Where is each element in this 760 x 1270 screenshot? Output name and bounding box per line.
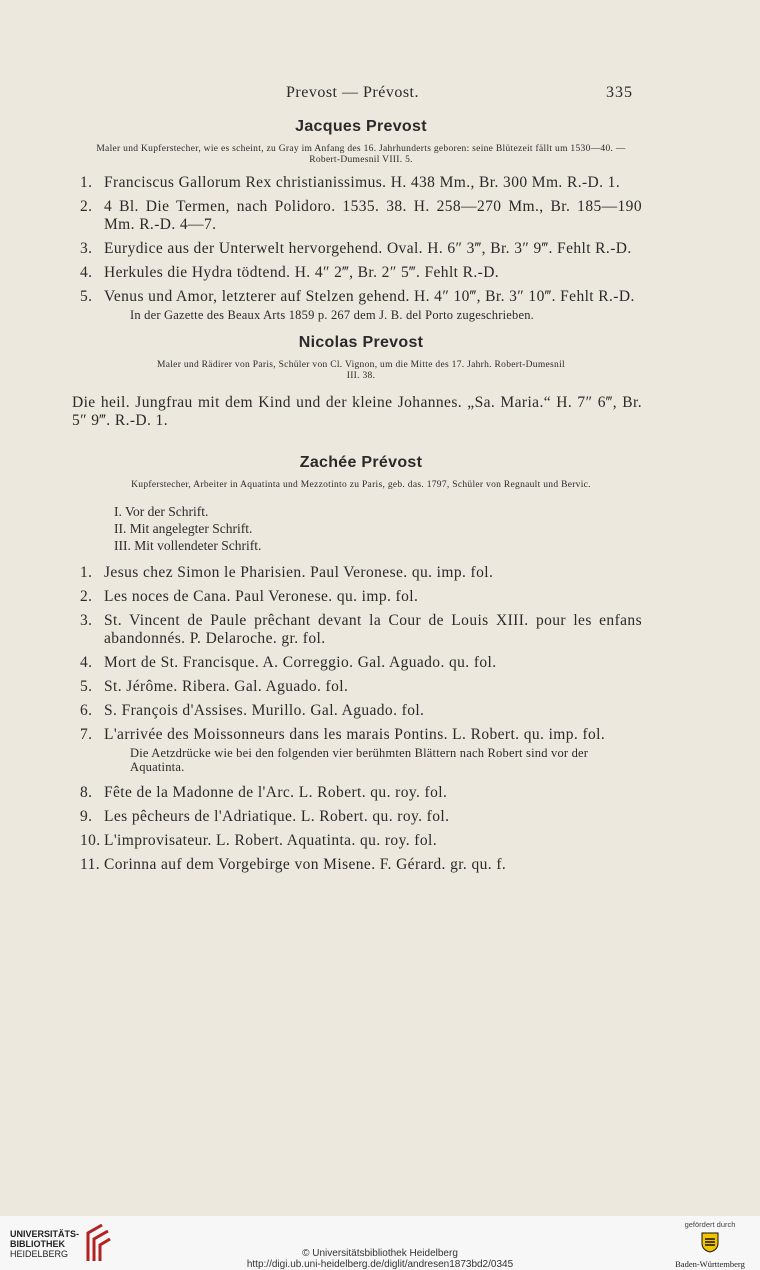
logo-line: BIBLIOTHEK [10,1239,65,1249]
catalog-entry: 3. Eurydice aus der Unterwelt hervorgehend. Oval. H. 6″ 3‴, Br. 3″ 9‴. Fehlt R.-D. [80,240,632,257]
funder-name: Baden-Württemberg [675,1259,745,1269]
university-library-logo[interactable] [10,1229,120,1265]
coat-of-arms-icon [700,1231,720,1253]
section-bio-jacques: Maler und Kupferstecher, wie es scheint, zu Gray im Anfang des 16. Jahrhunderts geboren: seine Blütezeit fällt um 1530—40. — Robert-Dumesnil VIII. 5. [96,144,626,165]
state-item: III. Mit vollendeter Schrift. [114,538,262,553]
page-content [72,116,642,880]
permalink[interactable]: http://digi.ub.uni-heidelberg.de/diglit/andresen1873bd2/0345 [246,1259,514,1270]
section-heading-jacques: Jacques Prevost [295,118,427,135]
logo-line: UNIVERSITÄTS- [10,1229,80,1239]
catalog-entry: 7. L'arrivée des Moissonneurs dans les marais Pontins. L. Robert. qu. imp. fol. [80,726,606,743]
section-bio-zachee: Kupferstecher, Arbeiter in Aquatinta und Mezzotinto zu Paris, geb. das. 1797, Schüler von Regnault und Bervic. [131,480,591,490]
running-head-title: Prevost — Prévost. [286,84,419,101]
logo-line: HEIDELBERG [10,1249,69,1259]
funder-logo[interactable] [664,1220,756,1268]
catalog-entry: 3. St. Vincent de Paule prêchant devant la Cour de Louis XIII. pour les enfans abandonnés. P. Delaroche. gr. fol. [80,612,642,647]
catalog-entry: 1. Jesus chez Simon le Pharisien. Paul Veronese. qu. imp. fol. [80,564,494,581]
copyright-text: © Universitätsbibliothek Heidelberg [302,1248,458,1259]
catalog-entry: 1. Franciscus Gallorum Rex christianissimus. H. 438 Mm., Br. 300 Mm. R.-D. 1. [80,174,621,191]
section-bio-nicolas: Maler und Rädirer von Paris, Schüler von Cl. Vignon, um die Mitte des 17. Jahrh. Robert-Dumesnil III. 38. [156,360,565,381]
catalog-entry: 5. St. Jérôme. Ribera. Gal. Aguado. fol. [80,678,349,695]
section-heading-nicolas: Nicolas Prevost [298,334,424,351]
catalog-paragraph: Die heil. Jungfrau mit dem Kind und der kleine Johannes. „Sa. Maria.“ H. 7″ 6‴, Br. 5″ 9‴. R.-D. 1. [72,394,642,429]
catalog-entry: 10. L'improvisateur. L. Robert. Aquatinta. qu. roy. fol. [80,832,437,849]
copyright-notice [200,1248,560,1270]
catalog-entry: 4. Mort de St. Francisque. A. Correggio. Gal. Aguado. qu. fol. [80,654,497,671]
section-note: Die Aetzdrücke wie bei den folgenden vier berühmten Blättern nach Robert sind vor der Aquatinta. [130,746,589,774]
funded-by-label: gefördert durch [684,1220,736,1229]
section-note: In der Gazette des Beaux Arts 1859 p. 267 dem J. B. del Porto zugeschrieben. [130,308,534,322]
catalog-entry: 6. S. François d'Assises. Murillo. Gal. Aguado. fol. [80,702,425,719]
library-mark-icon [84,1223,112,1263]
catalog-entry: 11. Corinna auf dem Vorgebirge von Misene. F. Gérard. gr. qu. f. [80,856,507,873]
catalog-entry: 2. 4 Bl. Die Termen, nach Polidoro. 1535. 38. H. 258—270 Mm., Br. 185—190 Mm. R.-D. 4—7. [80,198,642,233]
state-item: II. Mit angelegter Schrift. [114,521,253,536]
catalog-entry: 9. Les pêcheurs de l'Adriatique. L. Robert. qu. roy. fol. [80,808,450,825]
page-number: 335 [606,84,633,101]
running-head [0,84,760,110]
viewer-footer [0,1216,760,1270]
states-list [114,503,642,554]
catalog-entry: 2. Les noces de Cana. Paul Veronese. qu. imp. fol. [80,588,419,605]
section-heading-zachee: Zachée Prévost [299,454,423,471]
state-item: I. Vor der Schrift. [114,504,209,519]
catalog-entry: 8. Fête de la Madonne de l'Arc. L. Robert. qu. roy. fol. [80,784,448,801]
catalog-entry: 5. Venus und Amor, letzterer auf Stelzen gehend. H. 4″ 10‴, Br. 3″ 10‴. Fehlt R.-D. [80,288,635,305]
catalog-entry: 4. Herkules die Hydra tödtend. H. 4″ 2‴, Br. 2″ 5‴. Fehlt R.-D. [80,264,500,281]
